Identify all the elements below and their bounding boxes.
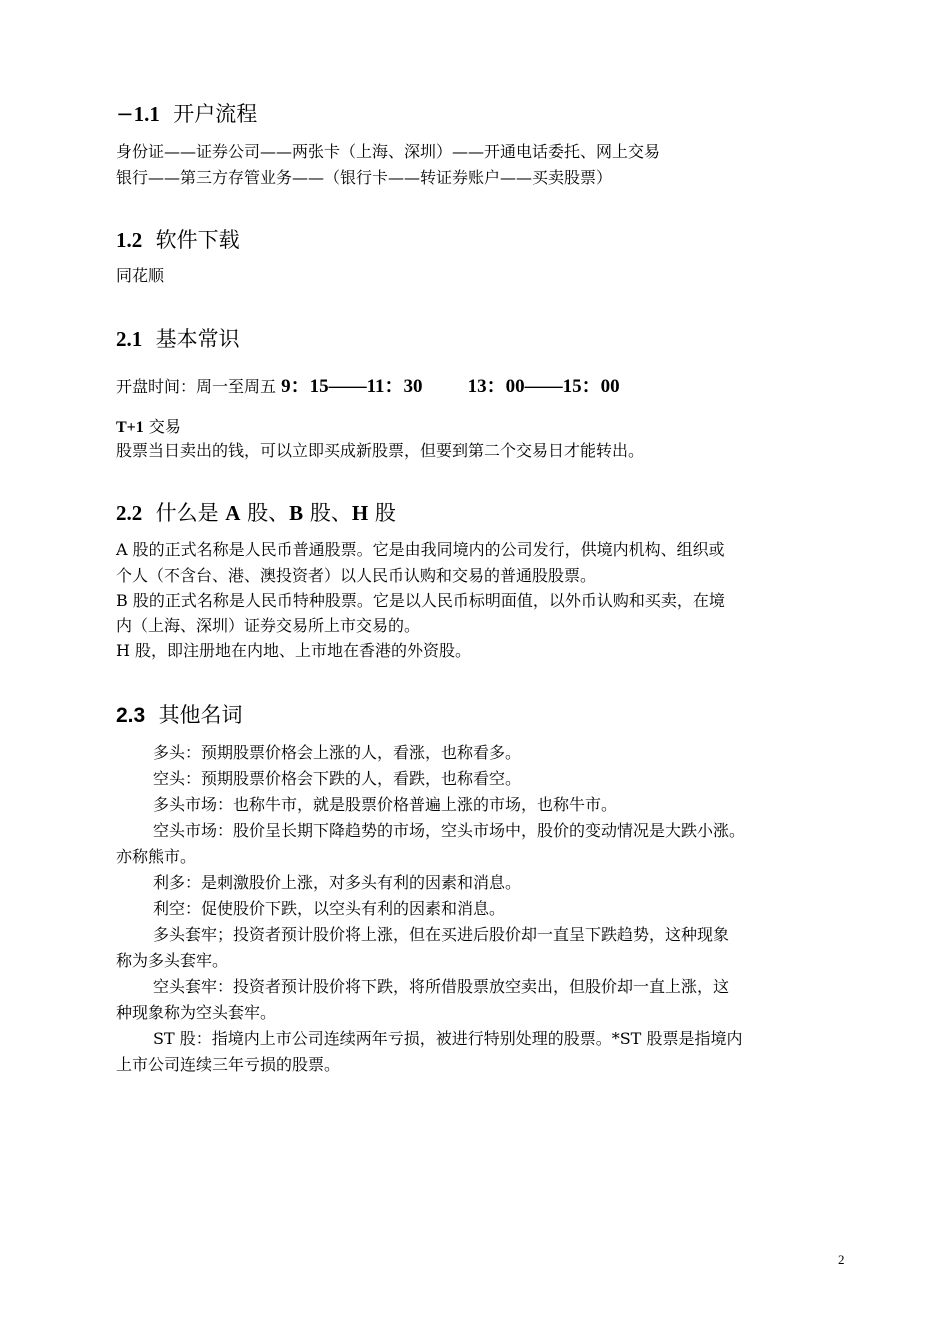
term-line: 多头套牢；投资者预计股价将上涨，但在买进后股价却一直呈下跌趋势，这种现象 bbox=[153, 925, 730, 944]
paragraph-line: H 股，即注册地在内地、上市地在香港的外资股。 bbox=[116, 641, 472, 660]
heading-2-1 bbox=[116, 323, 240, 353]
term-line: 多头市场：也称牛市，就是股票价格普遍上涨的市场，也称牛市。 bbox=[153, 795, 618, 814]
heading-title: 开户流程 bbox=[173, 102, 258, 126]
heading-letter-a: A bbox=[225, 501, 241, 525]
heading-title: 其他名词 bbox=[158, 703, 243, 727]
t1-label: T+1 bbox=[116, 419, 144, 436]
paragraph-line: 同花顺 bbox=[116, 266, 165, 285]
heading-prefix: − bbox=[116, 102, 134, 126]
heading-title-part: 股、 bbox=[247, 501, 290, 525]
term-line: 空头：预期股票价格会下跌的人，看跌，也称看空。 bbox=[153, 769, 522, 788]
term-line: 称为多头套牢。 bbox=[116, 951, 229, 970]
heading-title: 基本常识 bbox=[155, 327, 240, 351]
paragraph-line: A 股的正式名称是人民币普通股票。它是由我同境内的公司发行，供境内机构、组织或 bbox=[116, 540, 725, 559]
heading-title: 软件下载 bbox=[155, 228, 240, 252]
term-line: 利空：促使股价下跌，以空头有利的因素和消息。 bbox=[153, 899, 506, 918]
paragraph-line: 个人（不含台、港、澳投资者）以人民币认购和交易的普通股股票。 bbox=[116, 566, 597, 585]
paragraph-line: 银行——第三方存管业务——（银行卡——转证券账户——买卖股票） bbox=[116, 168, 613, 187]
paragraph-line: 股票当日卖出的钱，可以立即买成新股票，但要到第二个交易日才能转出。 bbox=[116, 441, 645, 460]
heading-title-part: 什么是 bbox=[155, 501, 219, 525]
term-line: 种现象称为空头套牢。 bbox=[116, 1003, 277, 1022]
heading-letter-b: B bbox=[289, 501, 304, 525]
trading-hours-afternoon: 13：00——15：00 bbox=[467, 376, 620, 397]
heading-1-1 bbox=[116, 98, 257, 128]
term-line: 空头市场：股价呈长期下降趋势的市场，空头市场中，股价的变动情况是大跌小涨。 bbox=[153, 821, 746, 840]
trading-hours-morning: 9：15——11：30 bbox=[281, 376, 423, 397]
paragraph-line: B 股的正式名称是人民币特种股票。它是以人民币标明面值，以外币认购和买卖，在境 bbox=[116, 591, 725, 610]
term-line: 亦称熊市。 bbox=[116, 847, 197, 866]
term-line: 多头：预期股票价格会上涨的人，看涨，也称看多。 bbox=[153, 743, 522, 762]
heading-number: 1.1 bbox=[133, 102, 160, 126]
page-number: 2 bbox=[838, 1252, 845, 1267]
heading-number: 1.2 bbox=[116, 228, 143, 252]
heading-letter-h: H bbox=[351, 501, 369, 525]
paragraph-line: 内（上海、深圳）证券交易所上市交易的。 bbox=[116, 616, 421, 635]
heading-number: 2.1 bbox=[116, 327, 143, 351]
term-line: ST 股：指境内上市公司连续两年亏损，被进行特别处理的股票。*ST 股票是指境内 bbox=[153, 1029, 743, 1048]
trading-hours-line bbox=[116, 374, 620, 400]
t1-line bbox=[116, 414, 181, 441]
term-line: 空头套牢：投资者预计股价将下跌，将所借股票放空卖出，但股价却一直上涨，这 bbox=[153, 977, 730, 996]
t1-rest: 交易 bbox=[148, 417, 181, 436]
term-line: 上市公司连续三年亏损的股票。 bbox=[116, 1055, 341, 1074]
heading-1-2 bbox=[116, 224, 240, 254]
heading-number: 2.2 bbox=[116, 501, 143, 525]
heading-title-part: 股、 bbox=[309, 501, 352, 525]
heading-2-2 bbox=[116, 497, 396, 527]
heading-2-3 bbox=[116, 699, 243, 729]
heading-number: 2.3 bbox=[116, 704, 146, 727]
heading-title-part: 股 bbox=[374, 501, 396, 525]
paragraph-line: 身份证——证券公司——两张卡（上海、深圳）——开通电话委托、网上交易 bbox=[116, 142, 661, 161]
trading-hours-label: 开盘时间：周一至周五 bbox=[116, 377, 277, 396]
term-line: 利多：是刺激股价上涨，对多头有利的因素和消息。 bbox=[153, 873, 522, 892]
